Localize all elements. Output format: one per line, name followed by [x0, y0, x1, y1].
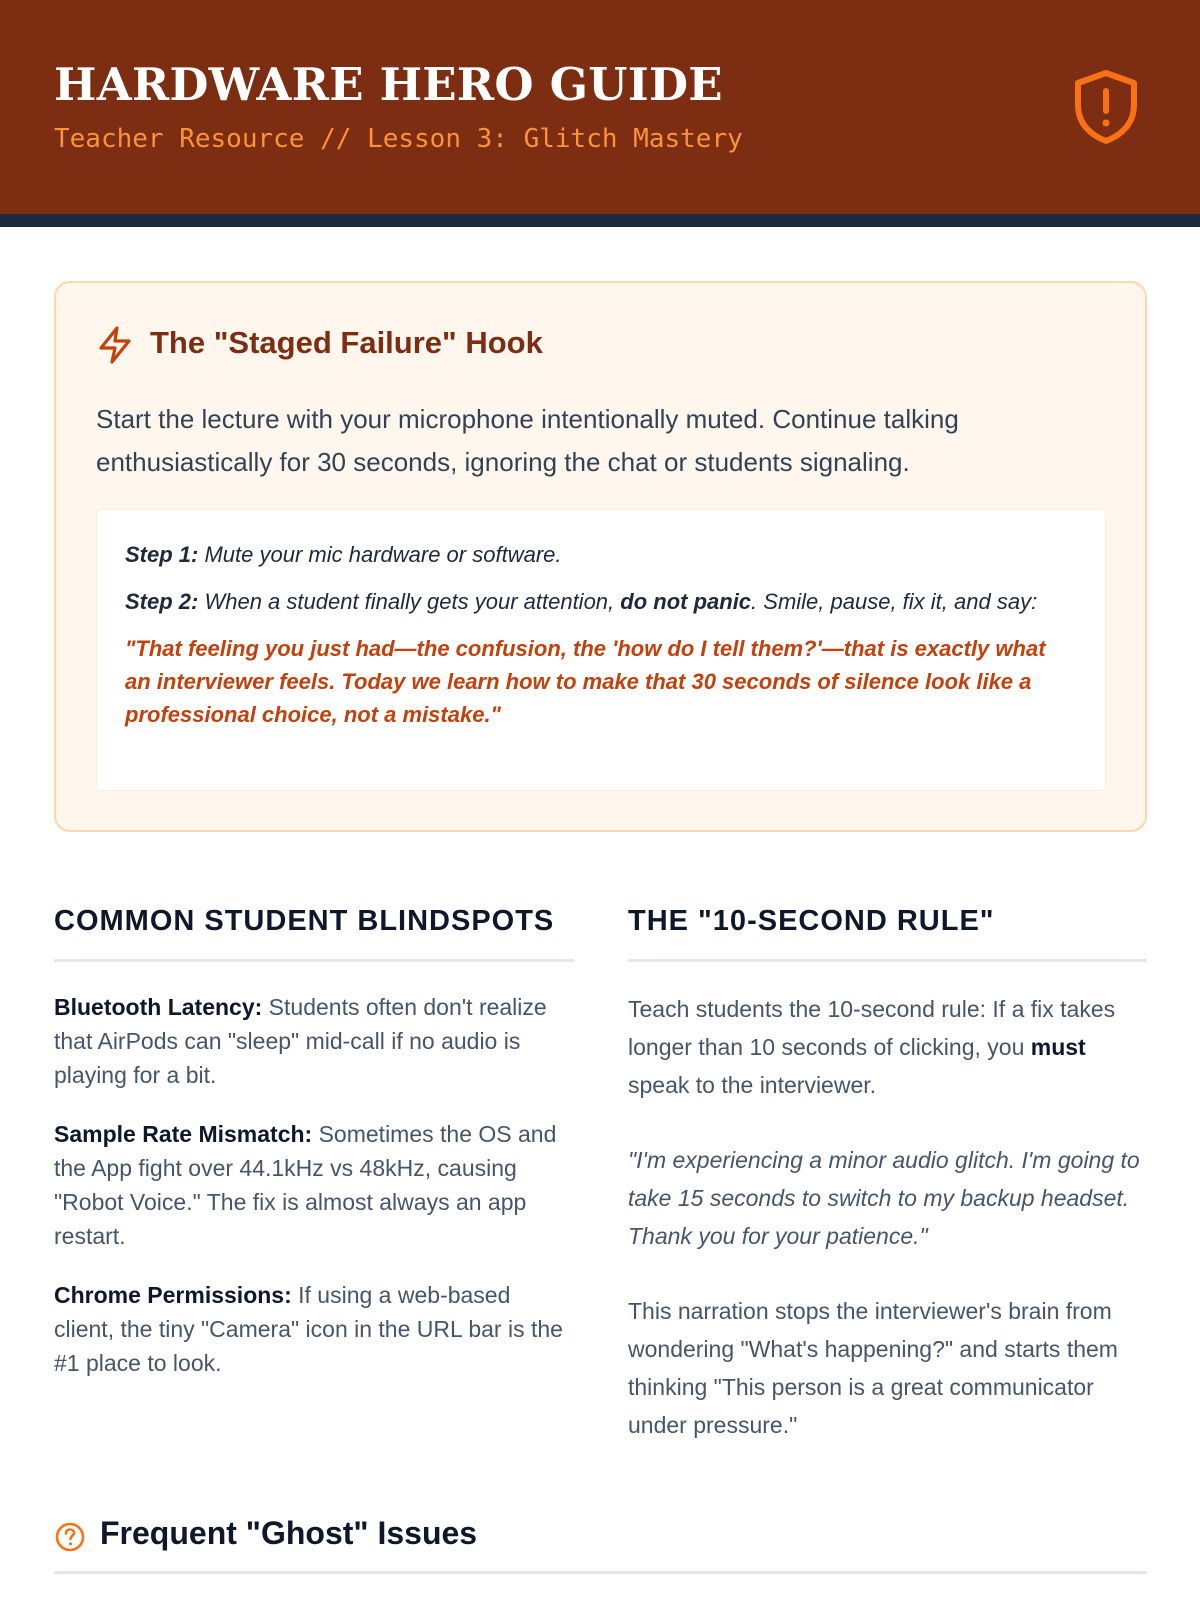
item-label: Bluetooth Latency:: [54, 994, 263, 1020]
item-text: Sometimes the OS and the App fight over 44.1kHz vs 48kHz, causing "Robot Voice." The fix is almost always an app restart.: [54, 1121, 557, 1249]
rule-quote: "I'm experiencing a minor audio glitch. I'm going to take 15 seconds to switch to my backup headset. Thank you for your patience.": [628, 1147, 1140, 1249]
blindspots-title: COMMON STUDENT BLINDSPOTS: [54, 905, 555, 937]
step-2: [125, 585, 1077, 618]
hook-quote: "That feeling you just had—the confusion, the 'how do I tell them?'—that is exactly what an interviewer feels. Today we learn how to make that 30 seconds of silence look like a professional choice, not a mistake.": [125, 636, 1046, 727]
list-item: [54, 1278, 574, 1380]
blindspots-list: [54, 990, 574, 1405]
list-item: [54, 990, 574, 1092]
shield-alert-icon: [1072, 67, 1140, 147]
list-item: [54, 1117, 574, 1253]
page-title: HARDWARE HERO GUIDE: [54, 58, 723, 111]
page-subtitle: Teacher Resource // Lesson 3: Glitch Mastery: [54, 124, 743, 154]
rule-text: Teach students the 10-second rule: If a fix takes longer than 10 seconds of clicking, you: [628, 996, 1116, 1060]
rule-conclusion: This narration stops the interviewer's brain from wondering "What's happening?" and starts them thinking "This person is a great communicator under pressure.": [628, 1298, 1118, 1438]
header-divider: [0, 214, 1200, 227]
lightning-icon: [96, 325, 134, 365]
item-text: Students often don't realize that AirPods can "sleep" mid-call if no audio is playing for a bit.: [54, 994, 547, 1088]
ten-second-rule-title: THE "10-SECOND RULE": [628, 905, 995, 937]
rule-text-end: speak to the interviewer.: [628, 1072, 877, 1098]
ten-second-rule-body: [628, 990, 1153, 1481]
step-1-label: Step 1:: [125, 542, 199, 567]
ghost-issues-divider: [54, 1571, 1147, 1574]
blindspots-divider: [54, 959, 574, 962]
help-circle-icon: [54, 1521, 86, 1553]
steps-box: [96, 509, 1106, 791]
step-2-text: When a student finally gets your attention,: [198, 589, 621, 614]
rule-paragraph: [628, 990, 1153, 1104]
step-2-label: Step 2:: [125, 589, 199, 614]
step-1-text: Mute your mic hardware or software.: [198, 542, 562, 567]
item-text: If using a web-based client, the tiny "Camera" icon in the URL bar is the #1 place to look.: [54, 1282, 563, 1376]
hook-title: The "Staged Failure" Hook: [150, 325, 543, 360]
item-label: Sample Rate Mismatch:: [54, 1121, 313, 1147]
hook-description: Start the lecture with your microphone intentionally muted. Continue talking enthusiastically for 30 seconds, ignoring the chat or students signaling.: [96, 404, 959, 477]
step-2-emphasis: do not panic: [620, 589, 752, 614]
ghost-issues-title: Frequent "Ghost" Issues: [100, 1515, 478, 1551]
item-label: Chrome Permissions:: [54, 1282, 292, 1308]
step-2-text-end: . Smile, pause, fix it, and say:: [751, 589, 1038, 614]
rule-emphasis: must: [1030, 1034, 1086, 1060]
ten-second-rule-divider: [628, 959, 1147, 962]
page-header: [0, 0, 1200, 214]
step-1: [125, 538, 1077, 571]
